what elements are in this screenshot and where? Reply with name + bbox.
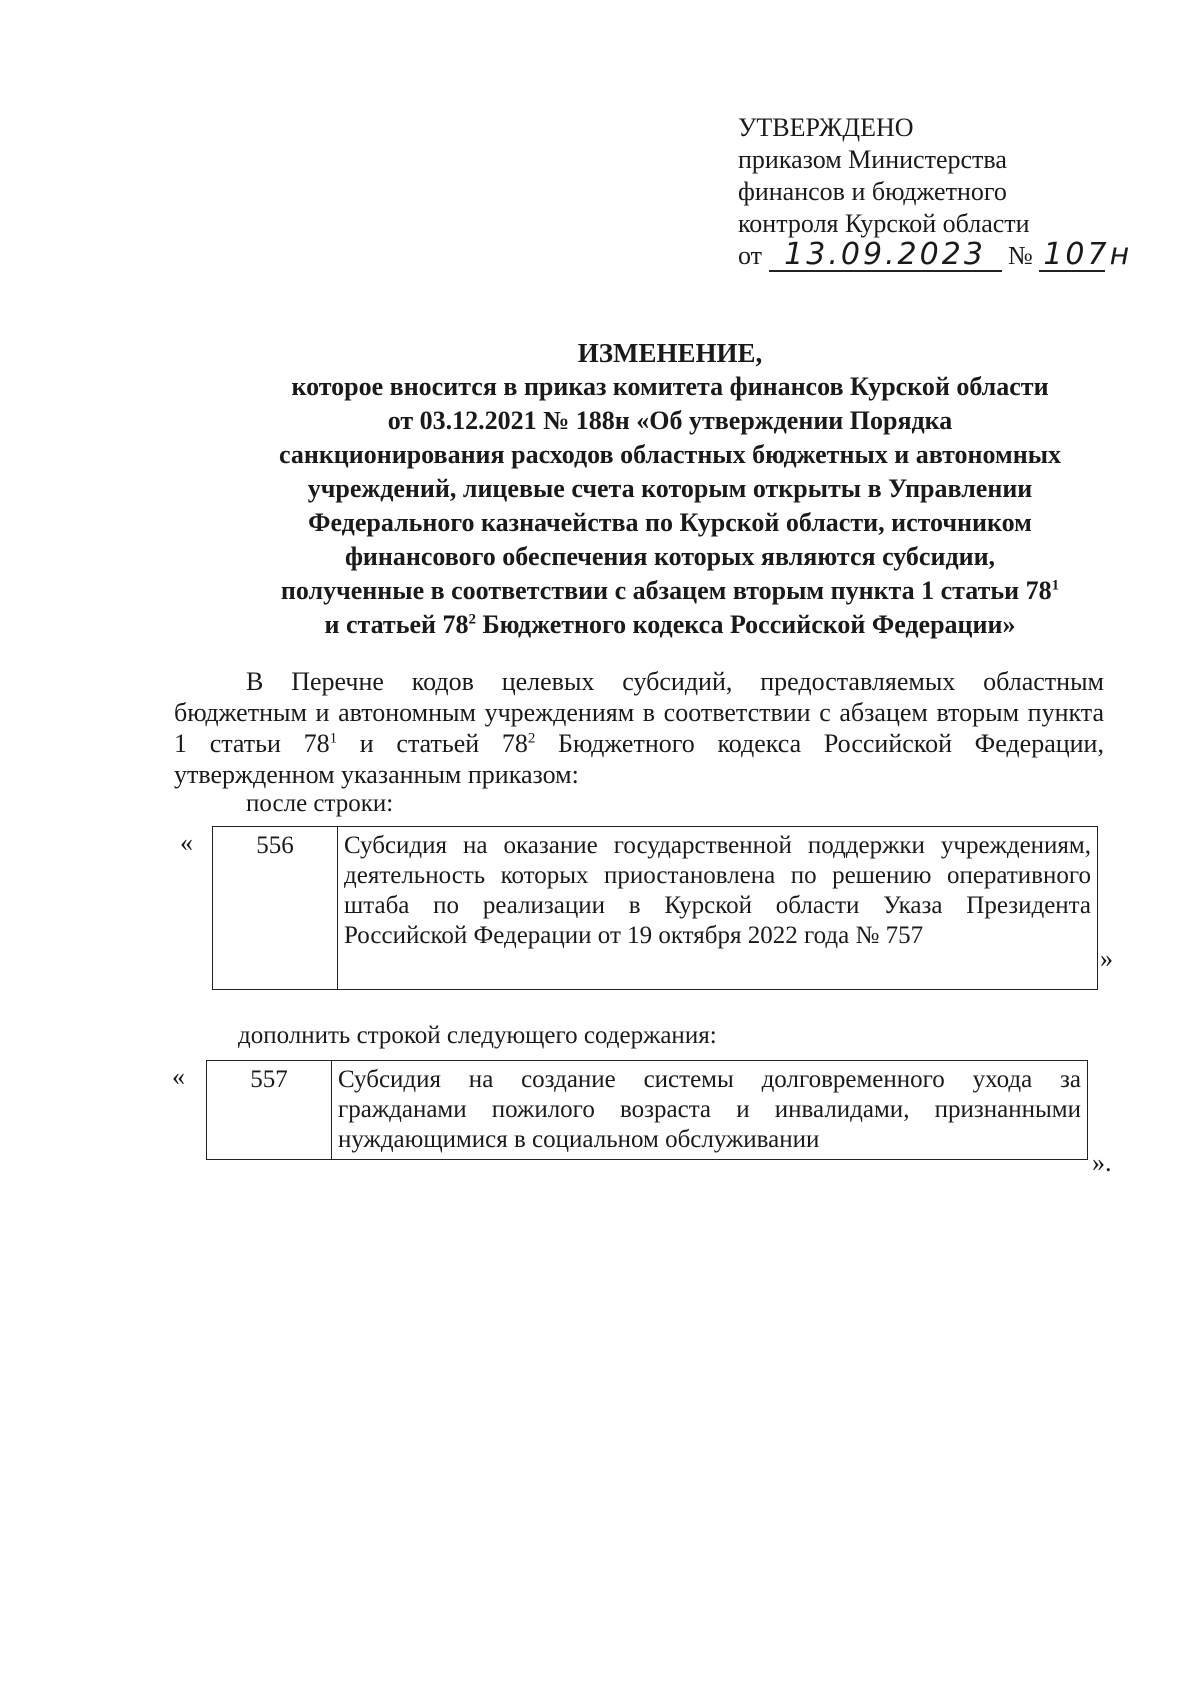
title-heading: ИЗМЕНЕНИЕ, bbox=[577, 338, 763, 368]
title-line-8-text-b: Бюджетного кодекса Российской Федерации» bbox=[475, 610, 1016, 639]
close-quote-1: » bbox=[1100, 944, 1113, 973]
title-line-8-text-a: и статьей 78 bbox=[324, 610, 469, 639]
from-label: от bbox=[738, 241, 763, 270]
title-line-6: финансового обеспечения которых являются субсидии, bbox=[344, 542, 996, 571]
existing-row-table bbox=[212, 826, 1098, 990]
open-quote-1: « bbox=[180, 828, 193, 857]
number-label: № bbox=[1008, 241, 1033, 270]
body-sup-1: 1 bbox=[329, 730, 338, 747]
body-sup-2: 2 bbox=[527, 730, 536, 747]
approval-stamp: УТВЕРЖДЕНО bbox=[738, 113, 914, 142]
title-line-3: санкционирования расходов областных бюджетных и автономных bbox=[278, 440, 1062, 469]
body-part-3: Бюджетного кодекса Российской Федерации, утвержденном указанным приказом: bbox=[174, 729, 1104, 789]
title-line-7 bbox=[230, 574, 1110, 608]
title-sup-2: 2 bbox=[468, 611, 476, 628]
title-line-2: от 03.12.2021 № 188н «Об утверждении Порядка bbox=[387, 406, 953, 435]
approval-block bbox=[738, 112, 1133, 272]
approval-line-1: приказом Министерства bbox=[738, 145, 1007, 174]
row-code: 557 bbox=[207, 1061, 332, 1160]
handwritten-date: 13.09.2023 bbox=[769, 240, 1002, 272]
add-row-label: дополнить строкой следующего содержания: bbox=[238, 1022, 717, 1049]
after-row-label: после строки: bbox=[246, 790, 394, 817]
title-line-8 bbox=[230, 608, 1110, 642]
approval-line-2: финансов и бюджетного bbox=[738, 177, 1007, 206]
document-title bbox=[230, 336, 1110, 642]
title-sup-1: 1 bbox=[1051, 577, 1060, 594]
new-row-table bbox=[206, 1060, 1088, 1160]
row-description: Субсидия на оказание государственной поддержки учреждениям, деятельность которых приостановлена по решению оперативного штаба по реализации в Курской области Указа Президента Российской Федерации от 19 октября 2022 года № 757 bbox=[338, 827, 1098, 990]
close-quote-2: ». bbox=[1092, 1148, 1112, 1177]
body-part-1: В Перечне кодов целевых субсидий, предоставляемых областным бюджетным и автономным учреждениям в соответствии с абзацем вторым пункта 1 статьи 78 bbox=[174, 667, 1104, 758]
row-code: 556 bbox=[213, 827, 338, 990]
table-row bbox=[213, 827, 1098, 990]
approval-line-3: контроля Курской области bbox=[738, 209, 1030, 238]
approval-date-line bbox=[738, 237, 1133, 272]
body-paragraph bbox=[174, 666, 1104, 790]
handwritten-number: 107н bbox=[1039, 240, 1105, 272]
title-line-1: которое вносится в приказ комитета финансов Курской области bbox=[291, 372, 1049, 401]
title-line-4: учреждений, лицевые счета которым открыты в Управлении bbox=[307, 474, 1033, 503]
title-line-7-text: полученные в соответствии с абзацем вторым пункта 1 статьи 78 bbox=[280, 576, 1052, 605]
open-quote-2: « bbox=[172, 1062, 185, 1091]
row-description: Субсидия на создание системы долговременного ухода за гражданами пожилого возраста и инвалидами, признанными нуждающимися в социальном обслуживании bbox=[332, 1061, 1088, 1160]
body-part-2: и статьей 78 bbox=[337, 729, 528, 758]
table-row bbox=[207, 1061, 1088, 1160]
title-line-5: Федерального казначейства по Курской области, источником bbox=[308, 508, 1032, 537]
